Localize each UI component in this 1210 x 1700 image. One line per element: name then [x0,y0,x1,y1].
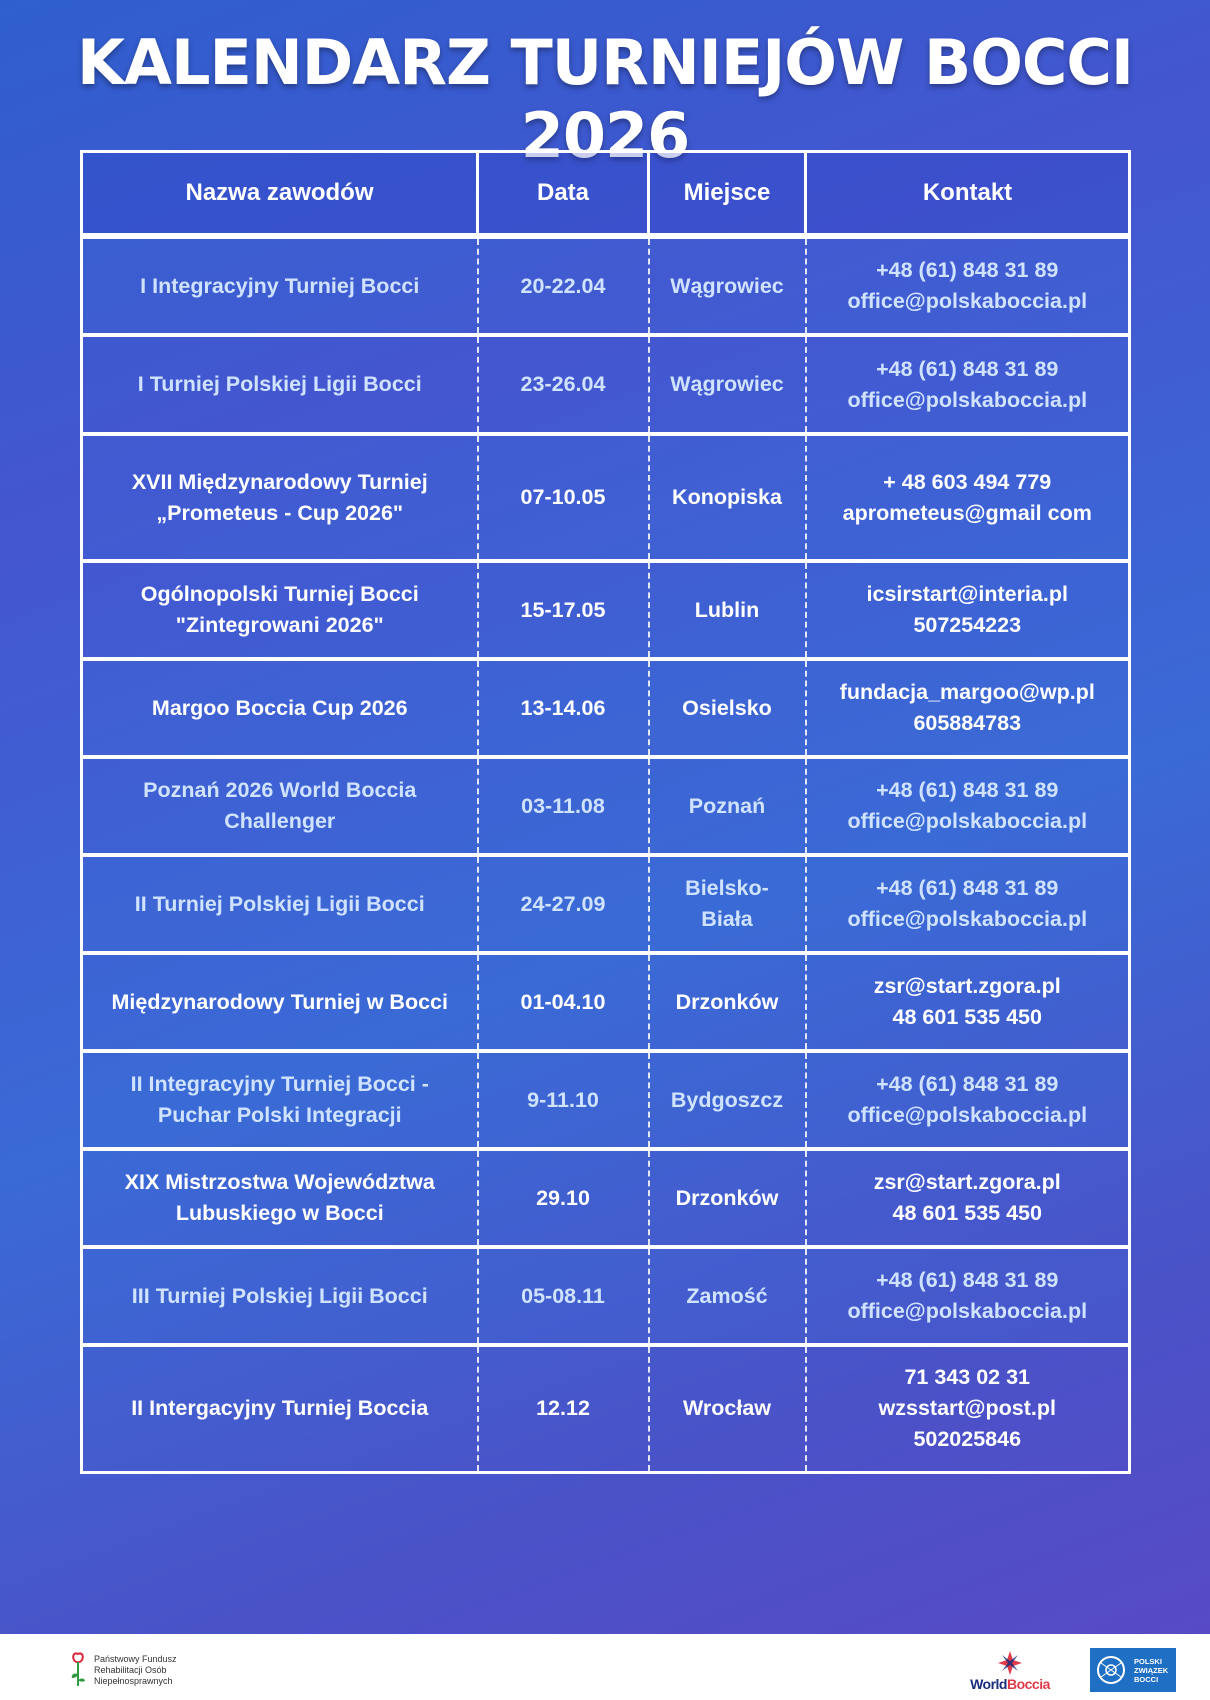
contact-line: 48 601 535 450 [892,1005,1042,1029]
contact-line: office@polskaboccia.pl [847,1299,1088,1323]
tournament-name-line: II Integracyjny Turniej Bocci - [130,1072,429,1096]
tournament-name-cell [82,659,478,757]
place-cell [649,1149,806,1247]
place-cell [649,1247,806,1345]
tournament-name-cell [82,855,478,953]
tournament-name-cell [82,1345,478,1472]
date-line: 12.12 [536,1396,590,1421]
pfron-text-line: Niepełnosprawnych [94,1676,173,1686]
contact-line: +48 (61) 848 31 89 [876,1268,1059,1292]
tournament-name-line: Challenger [224,809,336,833]
contact-cell [806,561,1130,659]
date-cell [478,953,649,1051]
pfron-flower-icon [68,1650,88,1688]
tournament-name-line: Poznań 2026 World Boccia [143,778,417,802]
date-line: 13-14.06 [520,695,606,720]
place-line: Wągrowiec [670,273,784,298]
place-line: Drzonków [675,1185,779,1210]
place-line: Poznań [688,793,766,818]
contact-cell [806,855,1130,953]
contact-cell [806,1345,1130,1472]
contact-line: icsirstart@interia.pl [866,582,1068,606]
tournament-name-line: "Zintegrowani 2026" [175,613,384,637]
worldboccia-logo [964,1650,1056,1692]
contact-line: zsr@start.zgora.pl [873,974,1061,998]
place-line: Zamość [686,1283,768,1308]
date-cell [478,236,649,335]
pfron-text-line: Rehabilitacji Osób [94,1665,167,1675]
column-header-contact: Kontakt [806,152,1130,237]
tournament-name-line: Lubuskiego w Bocci [175,1201,384,1225]
date-line: 29.10 [536,1185,590,1210]
contact-line: + 48 603 494 779 [883,469,1052,494]
place-cell [649,659,806,757]
column-header-date: Data [478,152,649,237]
table-row [82,757,1130,855]
date-cell [478,335,649,434]
column-header-place: Miejsce [649,152,806,237]
tournament-name-cell [82,757,478,855]
date-line: 07-10.05 [520,485,606,509]
pzb-text-line: ZWIĄZEK [1134,1665,1169,1675]
table-row [82,1149,1130,1247]
place-line: Biała [701,907,753,931]
tournament-name-cell [82,953,478,1051]
contact-cell [806,335,1130,434]
table-row [82,659,1130,757]
pfron-text-line: Państwowy Fundusz [94,1654,177,1664]
date-cell [478,1247,649,1345]
contact-cell [806,1247,1130,1345]
contact-cell [806,1149,1130,1247]
tournament-name-line: II Intergacyjny Turniej Boccia [131,1396,429,1421]
contact-line: 48 601 535 450 [892,1201,1042,1225]
contact-line: 502025846 [913,1427,1022,1452]
date-cell [478,757,649,855]
tournament-name-line: Puchar Polski Integracji [157,1103,402,1127]
tournament-name-cell [82,561,478,659]
date-cell [478,1051,649,1149]
contact-line: 605884783 [913,711,1022,735]
tournament-name-line: XIX Mistrzostwa Województwa [124,1170,435,1194]
place-cell [649,1345,806,1472]
pfron-logo [68,1650,177,1688]
contact-line: zsr@start.zgora.pl [873,1170,1061,1194]
page-title: KALENDARZ TURNIEJÓW BOCCI 2026 [77,26,1133,172]
date-line: 03-11.08 [521,793,605,818]
place-cell [649,855,806,953]
tournament-name-cell [82,335,478,434]
tournament-name-line: Margoo Boccia Cup 2026 [151,695,408,720]
contact-line: wzsstart@post.pl [878,1396,1056,1421]
table-row [82,1345,1130,1472]
place-line: Konopiska [672,485,782,509]
contact-cell [806,659,1130,757]
contact-line: +48 (61) 848 31 89 [876,258,1059,282]
date-line: 15-17.05 [520,597,606,622]
tournament-name-line: Międzynarodowy Turniej w Bocci [111,989,448,1014]
place-line: Wrocław [682,1396,771,1421]
date-line: 23-26.04 [520,372,606,396]
date-cell [478,1149,649,1247]
contact-cell [806,434,1130,561]
place-cell [649,561,806,659]
tournament-name-line: „Prometeus - Cup 2026" [156,500,404,525]
contact-cell [806,757,1130,855]
place-cell [649,757,806,855]
date-line: 9-11.10 [527,1087,599,1112]
table-row [82,561,1130,659]
table-row [82,1247,1130,1345]
date-line: 20-22.04 [520,273,606,298]
place-line: Wągrowiec [670,372,784,396]
table-row [82,335,1130,434]
tournament-name-cell [82,1051,478,1149]
pzb-text-line: POLSKI [1134,1656,1162,1666]
table-body [82,236,1130,1472]
table-row [82,434,1130,561]
table-row [82,855,1130,953]
column-header-name: Nazwa zawodów [82,152,478,237]
pzb-text-line: BOCCI [1134,1674,1159,1684]
place-cell [649,953,806,1051]
date-cell [478,561,649,659]
tournament-name-line: I Integracyjny Turniej Bocci [140,273,420,298]
contact-line: 71 343 02 31 [904,1365,1031,1390]
contact-line: office@polskaboccia.pl [847,289,1088,313]
tournament-name-line: Ogólnopolski Turniej Bocci [140,582,419,606]
date-cell [478,659,649,757]
place-line: Bydgoszcz [670,1087,784,1112]
tournament-name-line: I Turniej Polskiej Ligii Bocci [137,372,422,396]
tournament-name-cell [82,434,478,561]
place-line: Bielsko- [685,876,769,900]
date-line: 01-04.10 [520,989,606,1014]
tournament-name-line: II Turniej Polskiej Ligii Bocci [134,891,425,916]
tournament-name-line: XVII Międzynarodowy Turniej [131,469,428,494]
worldboccia-text-world: World [970,1676,1007,1692]
contact-line: office@polskaboccia.pl [847,809,1088,833]
tournament-name-cell [82,1247,478,1345]
contact-line: +48 (61) 848 31 89 [876,778,1059,802]
contact-cell [806,953,1130,1051]
tournament-name-line: III Turniej Polskiej Ligii Bocci [131,1283,428,1308]
contact-line: fundacja_margoo@wp.pl [839,680,1095,704]
contact-line: 507254223 [913,613,1022,637]
tournament-name-cell [82,1149,478,1247]
worldboccia-star-icon [997,1650,1023,1676]
contact-cell [806,236,1130,335]
place-cell [649,236,806,335]
contact-line: +48 (61) 848 31 89 [876,356,1059,381]
date-cell [478,855,649,953]
table-row [82,953,1130,1051]
table-row [82,1051,1130,1149]
place-cell [649,1051,806,1149]
footer [0,1634,1210,1700]
date-line: 05-08.11 [521,1283,605,1308]
contact-line: office@polskaboccia.pl [847,1103,1088,1127]
table-row [82,236,1130,335]
place-cell [649,434,806,561]
date-line: 24-27.09 [520,891,606,916]
contact-line: +48 (61) 848 31 89 [876,876,1059,900]
date-cell [478,1345,649,1472]
pzb-logo [1090,1648,1176,1692]
place-line: Osielsko [682,695,772,720]
place-cell [649,335,806,434]
place-line: Drzonków [675,989,779,1014]
tournament-name-cell [82,236,478,335]
place-line: Lublin [694,597,760,622]
worldboccia-text-boccia: Boccia [1006,1676,1050,1692]
contact-line: aprometeus@gmail com [842,500,1092,525]
date-cell [478,434,649,561]
tournament-table [80,150,1131,1474]
contact-cell [806,1051,1130,1149]
boccia-ball-icon [1096,1655,1126,1685]
contact-line: +48 (61) 848 31 89 [876,1072,1059,1096]
table-header-row [82,152,1130,237]
contact-line: office@polskaboccia.pl [847,907,1088,931]
contact-line: office@polskaboccia.pl [847,387,1088,412]
